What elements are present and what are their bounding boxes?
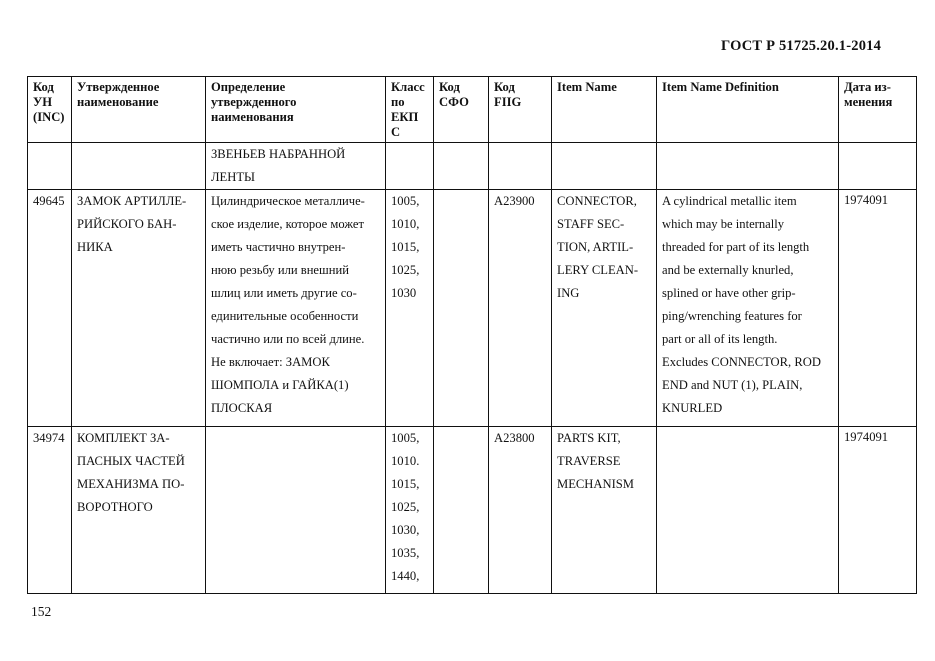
cell-line: Утвержденное [77, 80, 160, 94]
header-approved-name [72, 77, 206, 143]
cell-line: РИЙСКОГО БАН- [77, 217, 177, 231]
cell-item-definition [657, 427, 839, 594]
cell-item-name [552, 190, 657, 427]
cell-line: Item Name Definition [662, 80, 779, 94]
cell-line: шлиц или иметь другие со- [211, 286, 357, 300]
cell-sfo [434, 427, 489, 594]
header-class [386, 77, 434, 143]
document-code: ГОСТ Р 51725.20.1-2014 [721, 38, 882, 54]
cell-name [72, 190, 206, 427]
cell-line: CONNECTOR, [557, 194, 637, 208]
cell-class [386, 143, 434, 190]
cell-definition [206, 190, 386, 427]
cell-line: 1010. [391, 454, 420, 468]
cell-line: наименования [211, 110, 294, 124]
cell-item-definition [657, 143, 839, 190]
table-row [28, 190, 917, 427]
header-inc [28, 77, 72, 143]
cell-line: PARTS KIT, [557, 431, 621, 445]
cell-date [839, 190, 917, 427]
cell-line: FIIG [494, 95, 522, 109]
cell-line: (INC) [33, 110, 65, 124]
cell-line: ЕКП [391, 110, 419, 124]
cell-line: 1010, [391, 217, 420, 231]
cell-line: splined or have other grip- [662, 286, 796, 300]
cell-line: Класс [391, 80, 425, 94]
header-sfo [434, 77, 489, 143]
cell-line: KNURLED [662, 401, 723, 415]
cell-line: Excludes CONNECTOR, ROD [662, 355, 821, 369]
table-row [28, 427, 917, 594]
cell-line: Код [439, 80, 460, 94]
cell-line: СФО [439, 95, 469, 109]
cell-line: TRAVERSE [557, 454, 621, 468]
cell-line: ЗАМОК АРТИЛЛЕ- [77, 194, 187, 208]
cell-line: END and NUT (1), PLAIN, [662, 378, 803, 392]
cell-line: 1035, [391, 546, 420, 560]
cell-line: Код [494, 80, 515, 94]
cell-item-name [552, 143, 657, 190]
cell-line: Цилиндрическое металличе- [211, 194, 365, 208]
cell-line: 1025, [391, 263, 420, 277]
cell-line: 1974091 [844, 193, 889, 207]
cell-line: 1025, [391, 500, 420, 514]
cell-line: ING [557, 286, 580, 300]
cell-item-definition [657, 190, 839, 427]
cell-sfo [434, 143, 489, 190]
cell-line: Дата из- [844, 80, 891, 94]
cell-line: менения [844, 95, 893, 109]
cell-line: Не включает: ЗАМОК [211, 355, 330, 369]
cell-line: 1974091 [844, 430, 889, 444]
cell-line: 1030 [391, 286, 417, 300]
cell-line: НИКА [77, 240, 113, 254]
cell-fiig [489, 143, 552, 190]
cell-line: TION, ARTIL- [557, 240, 634, 254]
cell-class [386, 427, 434, 594]
cell-fiig [489, 427, 552, 594]
cell-line: ЛЕНТЫ [211, 170, 256, 184]
cell-item-name [552, 427, 657, 594]
cell-line: нюю резьбу или внешний [211, 263, 349, 277]
cell-line: единительные особенности [211, 309, 359, 323]
cell-line: 1005, [391, 431, 420, 445]
cell-line: which may be internally [662, 217, 785, 231]
cell-inc [28, 427, 72, 594]
cell-line: STAFF SEC- [557, 217, 625, 231]
cell-line: КОМПЛЕКТ ЗА- [77, 431, 170, 445]
cell-line: A23800 [494, 431, 535, 445]
cell-line: утвержденного [211, 95, 297, 109]
header-item-definition [657, 77, 839, 143]
cell-line: A23900 [494, 194, 535, 208]
cell-line: and be externally knurled, [662, 263, 794, 277]
cell-inc [28, 190, 72, 427]
cell-sfo [434, 190, 489, 427]
cell-line: частично или по всей длине. [211, 332, 365, 346]
cell-line: 1440, [391, 569, 420, 583]
cell-line: Код [33, 80, 54, 94]
cell-line: ШОМПОЛА и ГАЙКА(1) [211, 378, 349, 392]
cell-line: наименование [77, 95, 159, 109]
cell-line: ВОРОТНОГО [77, 500, 153, 514]
cell-line: threaded for part of its length [662, 240, 810, 254]
cell-line: ПАСНЫХ ЧАСТЕЙ [77, 454, 185, 468]
cell-inc [28, 143, 72, 190]
cell-name [72, 427, 206, 594]
cell-line: по [391, 95, 405, 109]
cell-line: ping/wrenching features for [662, 309, 802, 323]
cell-definition [206, 427, 386, 594]
cell-line: С [391, 125, 401, 139]
cell-line: 34974 [33, 431, 65, 445]
cell-line: иметь частично внутрен- [211, 240, 346, 254]
cell-class [386, 190, 434, 427]
header-definition [206, 77, 386, 143]
cell-line: 1005, [391, 194, 420, 208]
catalog-table [27, 76, 917, 594]
cell-line: ское изделие, которое может [211, 217, 364, 231]
header-row [28, 77, 917, 143]
cell-definition [206, 143, 386, 190]
page-number: 152 [31, 604, 52, 619]
cell-date [839, 143, 917, 190]
cell-line: Item Name [557, 80, 617, 94]
cell-line: 1030, [391, 523, 420, 537]
cell-date [839, 427, 917, 594]
cell-line: MECHANISM [557, 477, 634, 491]
cell-line: ЗВЕНЬЕВ НАБРАННОЙ [211, 147, 346, 161]
cell-line: 49645 [33, 194, 65, 208]
header-item-name [552, 77, 657, 143]
cell-fiig [489, 190, 552, 427]
cell-line: УН [33, 95, 53, 109]
cell-line: A cylindrical metallic item [662, 194, 797, 208]
cell-line: part or all of its length. [662, 332, 778, 346]
cell-line: МЕХАНИЗМА ПО- [77, 477, 185, 491]
cell-line: 1015, [391, 477, 420, 491]
cell-line: ПЛОСКАЯ [211, 401, 273, 415]
cell-line: 1015, [391, 240, 420, 254]
cell-line: Определение [211, 80, 286, 94]
header-date [839, 77, 917, 143]
header-fiig [489, 77, 552, 143]
cell-line: LERY CLEAN- [557, 263, 639, 277]
table-row [28, 143, 917, 190]
cell-name [72, 143, 206, 190]
